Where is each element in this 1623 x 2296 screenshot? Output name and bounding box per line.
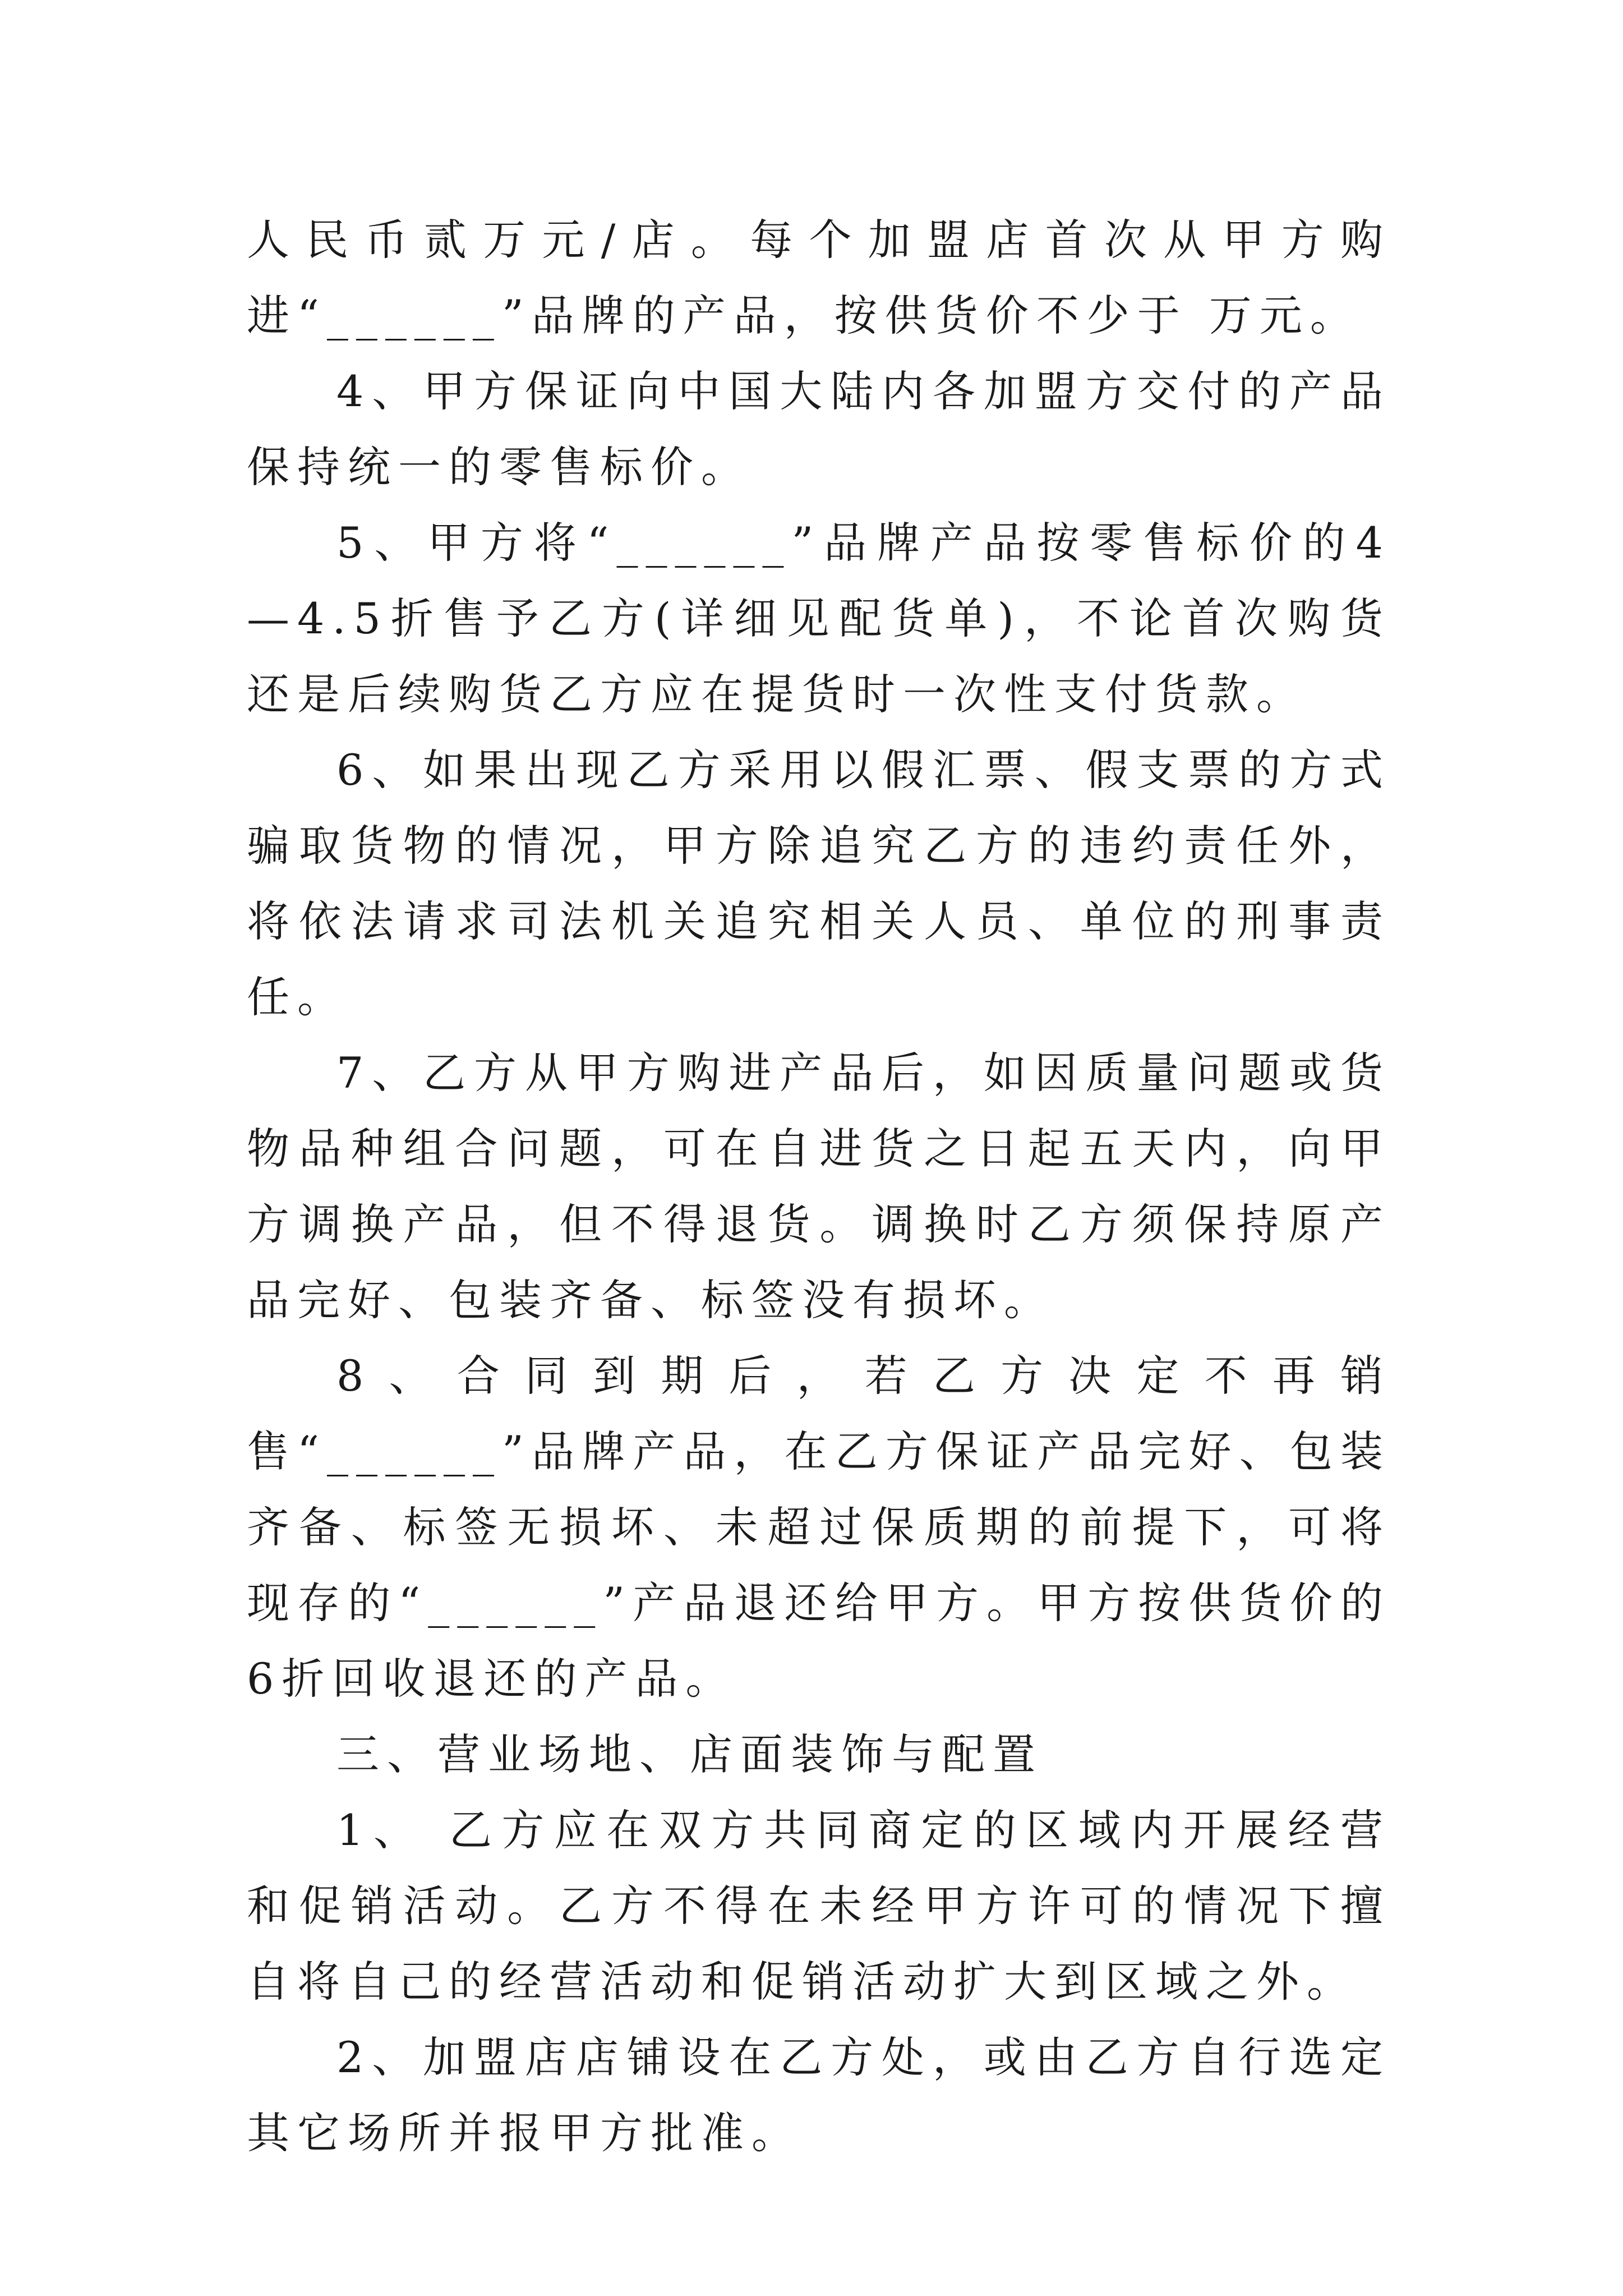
section-heading-premises: 三、营业场地、店面装饰与配置 bbox=[336, 1729, 1043, 1779]
paragraph-continued-fee: 人民币贰万元/店。每个加盟店首次从甲方购进“______”品牌的产品，按供货价不少于 万元。 bbox=[247, 215, 1391, 341]
paragraph-premises-clause-2: 2、加盟店店铺设在乙方处，或由乙方自行选定其它场所并报甲方批准。 bbox=[247, 2032, 1391, 2158]
paragraph-clause-6: 6、如果出现乙方采用以假汇票、假支票的方式骗取货物的情况，甲方除追究乙方的违约责任外，将依法请求司法机关追究相关人员、单位的刑事责任。 bbox=[247, 745, 1391, 1022]
paragraph-clause-5: 5、甲方将“______”品牌产品按零售标价的4—4.5折售予乙方(详细见配货单)，不论首次购货还是后续购货乙方应在提货时一次性支付货款。 bbox=[247, 518, 1391, 719]
paragraph-clause-7: 7、乙方从甲方购进产品后，如因质量问题或货物品种组合问题，可在自进货之日起五天内，向甲方调换产品，但不得退货。调换时乙方须保持原产品完好、包装齐备、标签没有损坏。 bbox=[247, 1048, 1391, 1325]
paragraph-clause-8: 8、合同到期后，若乙方决定不再销售“______”品牌产品，在乙方保证产品完好、包装齐备、标签无损坏、未超过保质期的前提下，可将现存的“______”产品退还给甲方。甲方按供货价的6折回收退还的产品。 bbox=[247, 1351, 1391, 1704]
paragraph-premises-clause-1: 1、 乙方应在双方共同商定的区域内开展经营和促销活动。乙方不得在未经甲方许可的情况下擅自将自己的经营活动和促销活动扩大到区域之外。 bbox=[247, 1805, 1391, 2007]
paragraph-clause-4: 4、甲方保证向中国大陆内各加盟方交付的产品保持统一的零售标价。 bbox=[247, 366, 1391, 492]
document-body bbox=[247, 202, 1391, 2171]
